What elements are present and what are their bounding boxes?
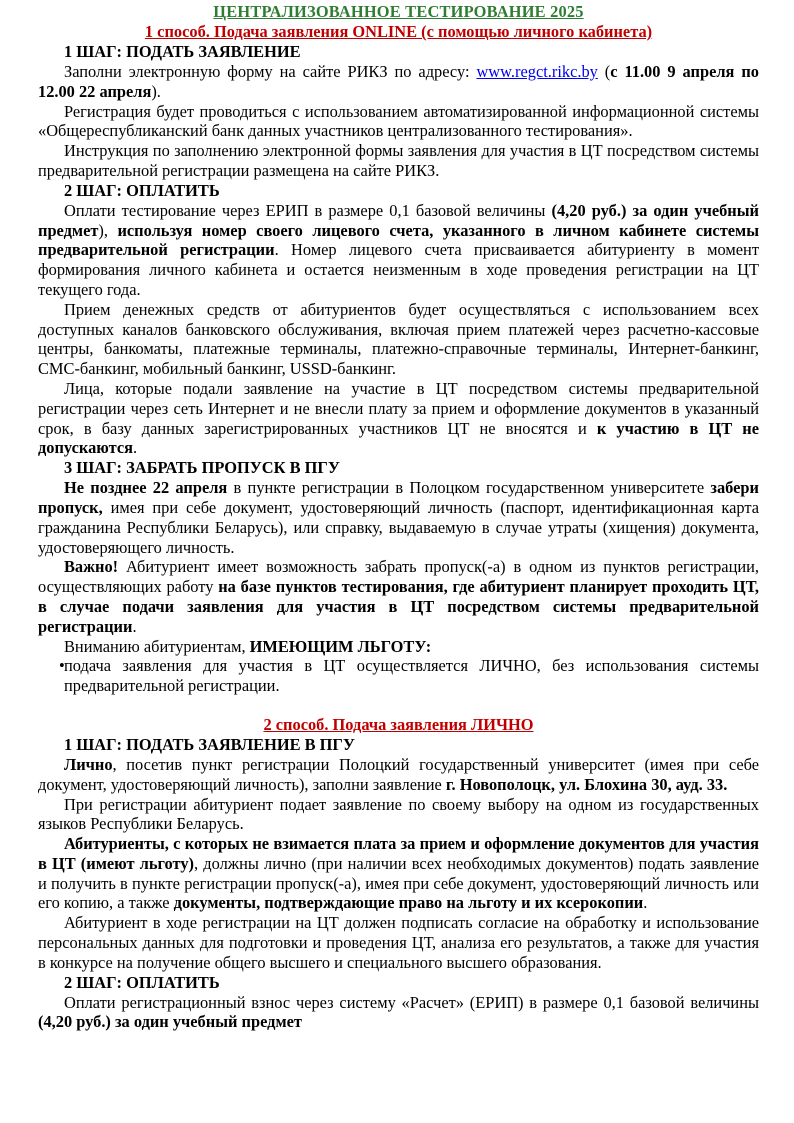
- m1-step2-para2: Прием денежных средств от абитуриентов будет осуществляться с использованием всех доступных каналов банковского обслуживания, включая прием платежей через расчетно-кассовые центры, банкоматы, платежные терминалы, платежно-справочные терминалы, Интернет-банкинг, СМС-банкинг, мобильный банкинг, USSD-банкинг.: [38, 299, 759, 379]
- m2-step1-para4: Абитуриент в ходе регистрации на ЦТ должен подписать согласие на обработку и использование персональных данных для подготовки и проведения ЦТ, анализа его результатов, а также для участия в конкурсе на получение общего высшего и специального высшего образования.: [38, 913, 759, 972]
- m2-step1-para3: Абитуриенты, с которых не взимается плата за прием и оформление документов для участия в ЦТ (имеют льготу), должны лично (при наличии всех необходимых документов) подать заявление и получить в пункте регистрации пропуск(-а), имея при себе документ, удостоверяющий личность или его копию, а также документы, подтверждающие право на льготу и их ксерокопии.: [38, 834, 759, 913]
- m1-step3-heading: 3 ШАГ: ЗАБРАТЬ ПРОПУСК В ПГУ: [64, 458, 340, 478]
- m1-step2-para1: Оплати тестирование через ЕРИП в размере 0,1 базовой величины (4,20 руб.) за один учебный предмет), используя номер своего лицевого счета, указанного в личном кабинете системы предварительной регистрации. Номер лицевого счета присваивается абитуриенту в момент формирования личного кабинета и остается неизменным в ходе проведения регистрации на ЦТ текущего года.: [38, 200, 759, 299]
- m2-step1-para1: Лично, посетив пункт регистрации Полоцкий государственный университет (имея при себе документ, удостоверяющий личность), заполни заявление г. Новополоцк, ул. Блохина 30, ауд. 33.: [38, 754, 759, 794]
- m1-step3-para3: Вниманию абитуриентам, ИМЕЮЩИМ ЛЬГОТУ:: [64, 636, 432, 656]
- m2-step2-heading: 2 ШАГ: ОПЛАТИТЬ: [64, 972, 220, 992]
- m2-step2-para1: Оплати регистрационный взнос через систему «Расчет» (ЕРИП) в размере 0,1 базовой величины (4,20 руб.) за один учебный предмет: [38, 992, 759, 1032]
- m2-step1-para2: При регистрации абитуриент подает заявление по своему выбору на одном из государственных языков Республики Беларусь.: [38, 794, 759, 834]
- m1-step1-para1: Заполни электронную форму на сайте РИКЗ по адресу: www.regct.rikc.by (с 11.00 9 апреля по 12.00 22 апреля).: [38, 62, 759, 101]
- regct-link[interactable]: www.regct.rikc.by: [476, 62, 598, 81]
- m1-step1-para3: Инструкция по заполнению электронной формы заявления для участия в ЦТ посредством системы предварительной регистрации размещена на сайте РИКЗ.: [38, 141, 759, 180]
- list-item: • подача заявления для участия в ЦТ осуществляется ЛИЧНО, без использования системы предварительной регистрации.: [59, 656, 759, 696]
- method2-heading: 2 способ. Подача заявления ЛИЧНО: [263, 714, 534, 734]
- document-page: [38, 0, 759, 1032]
- m1-step3-para2: Важно! Абитуриент имеет возможность забрать пропуск(-а) в одном из пунктов регистрации, осуществляющих работу на базе пунктов тестирования, где абитуриент планирует проходить ЦТ, в случае подачи заявления для участия в ЦТ посредством системы предварительной регистрации.: [38, 557, 759, 636]
- m2-step1-heading: 1 ШАГ: ПОДАТЬ ЗАЯВЛЕНИЕ В ПГУ: [64, 734, 355, 754]
- page-title: ЦЕНТРАЛИЗОВАННОЕ ТЕСТИРОВАНИЕ 2025: [213, 2, 584, 21]
- m1-step2-heading: 2 ШАГ: ОПЛАТИТЬ: [64, 180, 220, 200]
- m1-step3-para1: Не позднее 22 апреля в пункте регистрации в Полоцком государственном университете забери пропуск, имея при себе документ, удостоверяющий личность (паспорт, идентификационная карта гражданина Республики Беларусь), или справку, выдаваемую в случае утраты (хищения) документа, удостоверяющего личность.: [38, 478, 759, 557]
- m1-step1-heading: 1 ШАГ: ПОДАТЬ ЗАЯВЛЕНИЕ: [64, 42, 301, 61]
- bullet-icon: •: [59, 656, 65, 676]
- m1-step2-para3: Лица, которые подали заявление на участие в ЦТ посредством системы предварительной регистрации через сеть Интернет и не внесли плату за прием и оформление документов в указанный срок, в базу данных зарегистрированных участников ЦТ не вносятся и к участию в ЦТ не допускаются.: [38, 378, 759, 458]
- m1-step1-para2: Регистрация будет проводиться с использованием автоматизированной информационной системы «Общереспубликанский банк данных участников централизованного тестирования».: [38, 101, 759, 141]
- method1-heading: 1 способ. Подача заявления ONLINE (с помощью личного кабинета): [144, 22, 653, 41]
